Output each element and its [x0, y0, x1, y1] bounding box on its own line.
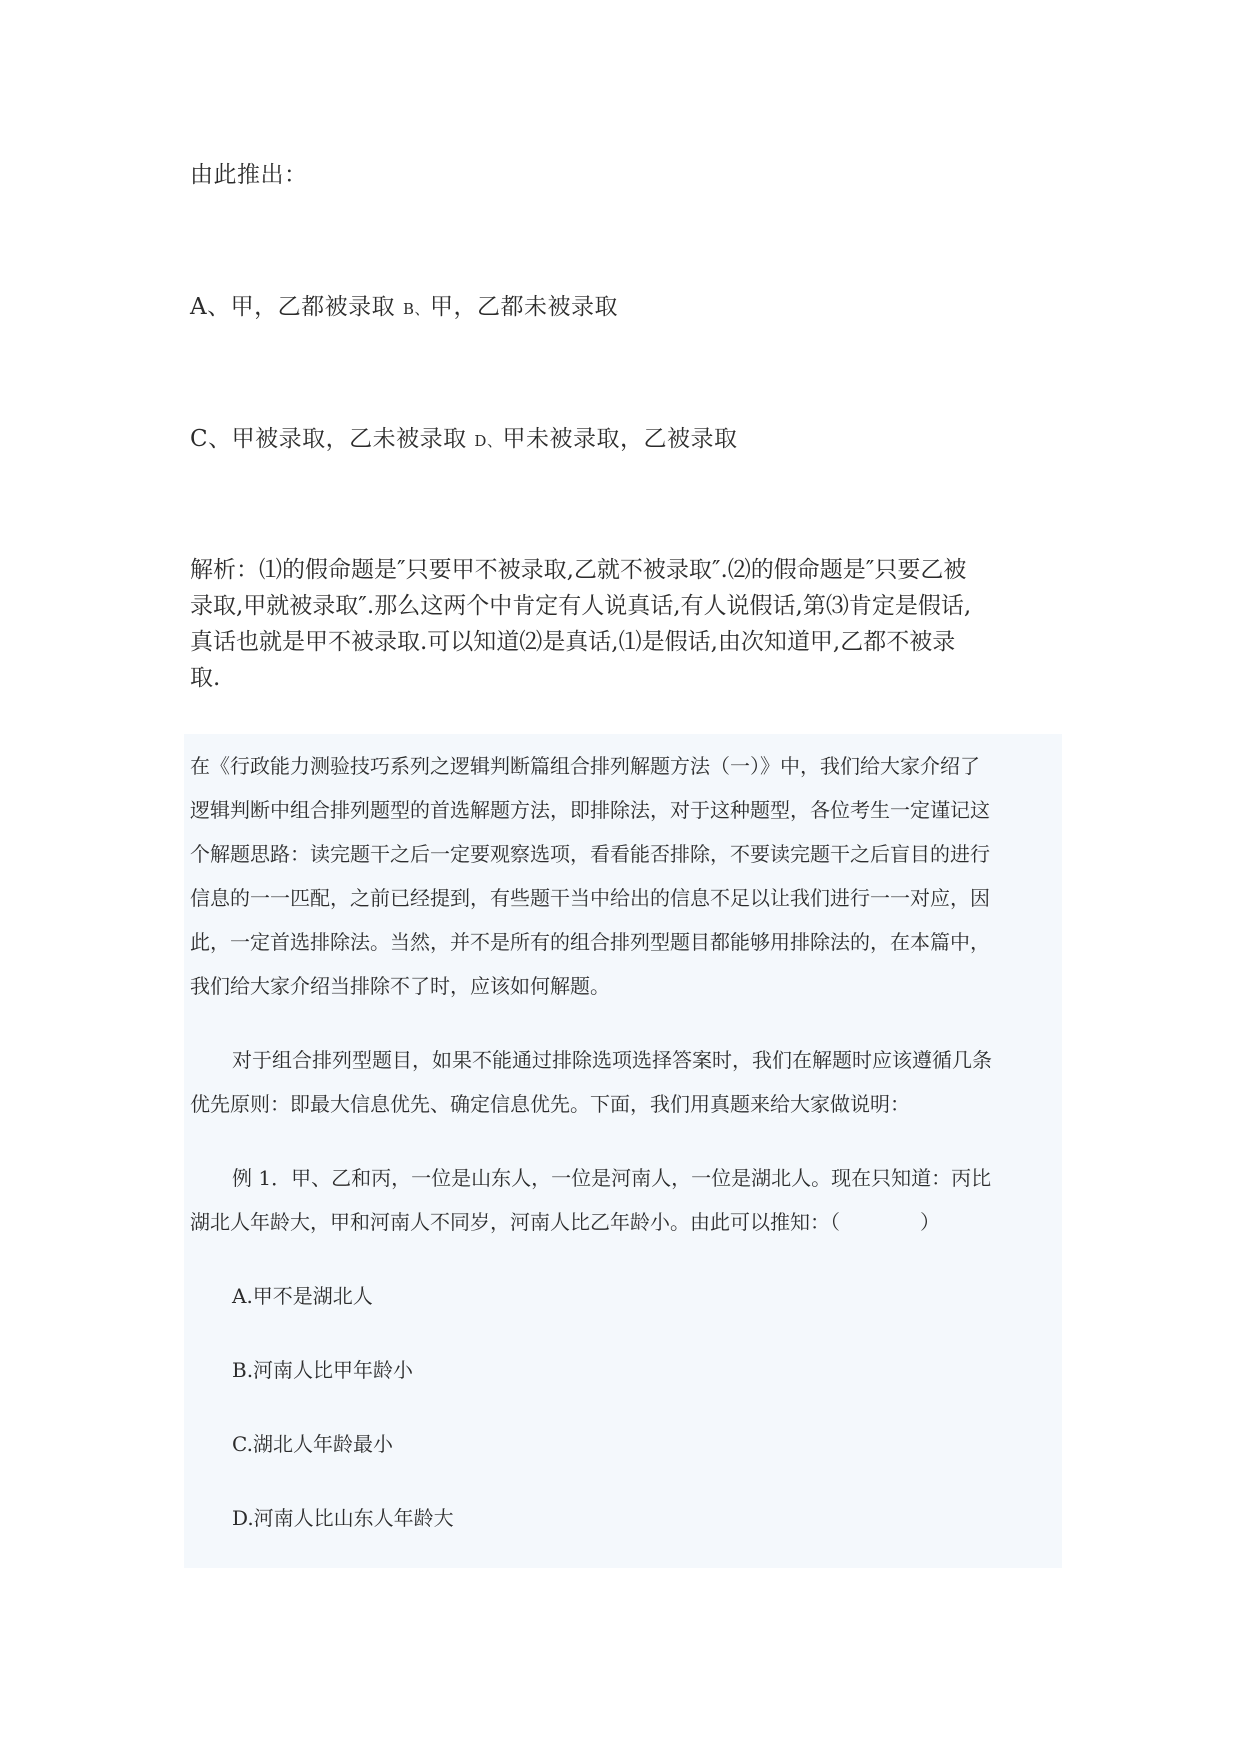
intro-line: 逻辑判断中组合排列题型的首选解题方法，即排除法，对于这种题型，各位考生一定谨记这	[190, 798, 990, 822]
example-line: 例 1．甲、乙和丙，一位是山东人，一位是河南人，一位是湖北人。现在只知道：丙比	[232, 1166, 992, 1190]
analysis-line: 录取,甲就被录取″.那么这两个中肯定有人说真话,有人说假话,第⑶肯定是假话,	[190, 593, 972, 619]
option-d-label: D、	[474, 432, 503, 450]
choice-c: C.湖北人年龄最小	[232, 1432, 393, 1456]
intro-line: 我们给大家介绍当排除不了时，应该如何解题。	[190, 974, 610, 998]
analysis-line: 真话也就是甲不被录取.可以知道⑵是真话,⑴是假话,由次知道甲,乙都不被录	[190, 629, 956, 655]
options-line-cd	[190, 420, 737, 453]
intro-line: 此，一定首选排除法。当然，并不是所有的组合排列型题目都能够用排除法的，在本篇中，	[190, 930, 990, 954]
options-line-ab	[190, 288, 618, 321]
analysis-paragraph	[190, 552, 1060, 696]
principle-line: 对于组合排列型题目，如果不能通过排除选项选择答案时，我们在解题时应该遵循几条	[232, 1048, 992, 1072]
intro-line: 在《行政能力测验技巧系列之逻辑判断篇组合排列解题方法（一）》中，我们给大家介绍了	[190, 754, 980, 778]
analysis-line: 取.	[190, 665, 221, 691]
analysis-line: 解析：⑴的假命题是″只要甲不被录取,乙就不被录取″.⑵的假命题是″只要乙被	[190, 557, 967, 583]
intro-line: 个解题思路：读完题干之后一定要观察选项，看看能否排除，不要读完题干之后盲目的进行	[190, 842, 990, 866]
option-c-text: 甲被录取，乙未被录取	[231, 426, 467, 452]
example-line: 湖北人年龄大，甲和河南人不同岁，河南人比乙年龄小。由此可以推知：（ ）	[190, 1210, 940, 1234]
principle-line: 优先原则：即最大信息优先、确定信息优先。下面，我们用真题来给大家做说明：	[190, 1092, 910, 1116]
conclusion-prompt: 由此推出：	[190, 162, 308, 188]
article-panel	[184, 734, 1062, 1568]
option-a-text: 甲，乙都被录取	[230, 294, 396, 320]
option-d-text: 甲未被录取，乙被录取	[502, 426, 738, 452]
option-c-label: C、	[190, 426, 232, 452]
option-b-text: 甲，乙都未被录取	[429, 294, 618, 320]
intro-line: 信息的一一匹配，之前已经提到，有些题干当中给出的信息不足以让我们进行一一对应，因	[190, 886, 990, 910]
choice-d: D.河南人比山东人年龄大	[232, 1506, 454, 1530]
choice-b: B.河南人比甲年龄小	[232, 1358, 414, 1382]
option-b-label: B、	[402, 300, 430, 318]
choice-a: A.甲不是湖北人	[232, 1284, 373, 1308]
option-a-label: A、	[190, 294, 231, 320]
